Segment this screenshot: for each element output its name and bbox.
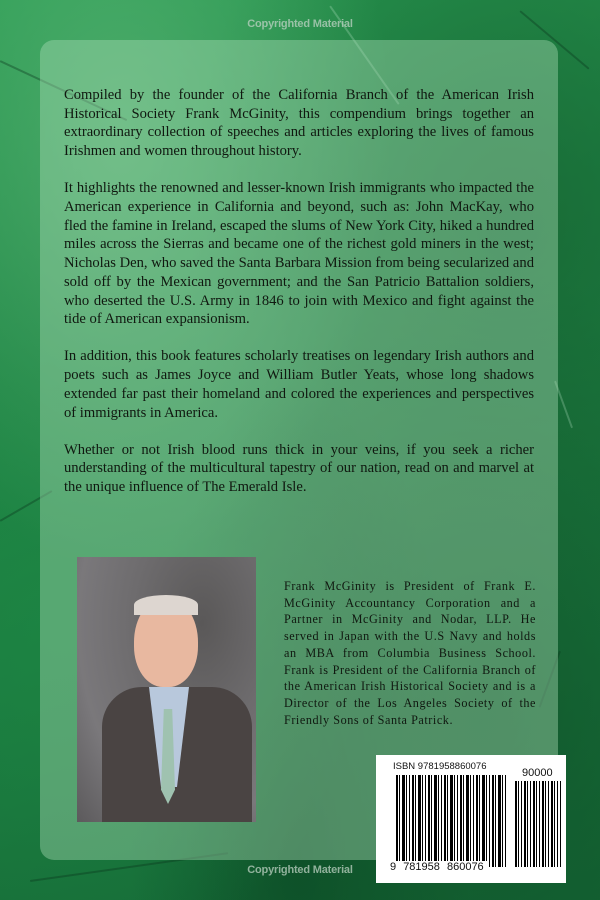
- barcode-bars-main: [396, 775, 506, 867]
- author-photo: [77, 557, 256, 822]
- barcode-bars-addon: [515, 781, 561, 867]
- isbn-label: ISBN 9781958860076: [393, 761, 487, 772]
- author-bio: Frank McGinity is President of Frank E. McGinity Accountancy Corporation and a Partner in McGinity and Nodar, LLP. He served in Japan with the U.S Navy and holds an MBA from Columbia Business School. Frank is President of the California Branch of the American Irish Historical Society and is a Director of the Los Angeles Society of the Friendly Sons of Santa Patrick.: [284, 579, 536, 727]
- isbn-digit-group1: 781958: [403, 861, 440, 873]
- copyright-watermark-bottom: Copyrighted Material: [247, 864, 353, 876]
- copyright-watermark-top: Copyrighted Material: [247, 18, 353, 30]
- blurb-paragraph: It highlights the renowned and lesser-known Irish immigrants who impacted the American experience in California and beyond, such as: John MacKay, who fled the famine in Ireland, escaped the slums of New York City, hiked a hundred miles across the Sierras and became one of the richest gold miners in the west; Nicholas Den, who saved the Santa Barbara Mission from being secularized and sold off by the Mexican government; and the San Patricio Battalion soldiers, who deserted the U.S. Army in 1846 to join with Mexico and fight against the tide of American expansionism.: [64, 180, 534, 328]
- blurb-paragraph: Compiled by the founder of the California Branch of the American Irish Historical Society Frank McGinity, this compendium brings together an extraordinary collection of speeches and articles exploring the lives of famous Irishmen and women throughout history.: [64, 87, 534, 160]
- blurb-paragraph: Whether or not Irish blood runs thick in your veins, if you seek a richer understanding of the multicultural tapestry of our nation, read on and marvel at the unique influence of The Emerald Isle.: [64, 441, 534, 496]
- blurb-paragraph: In addition, this book features scholarly treatises on legendary Irish authors and poets such as James Joyce and William Butler Yeats, whose long shadows extended far past their homeland and colored the experiences and perspectives of immigrants in America.: [64, 348, 534, 421]
- isbn-digit-group2: 860076: [446, 861, 484, 873]
- photo-hair: [134, 595, 198, 615]
- isbn-digit-first: 9: [390, 861, 397, 873]
- book-blurb: [64, 86, 534, 515]
- price-code: 90000: [522, 767, 553, 779]
